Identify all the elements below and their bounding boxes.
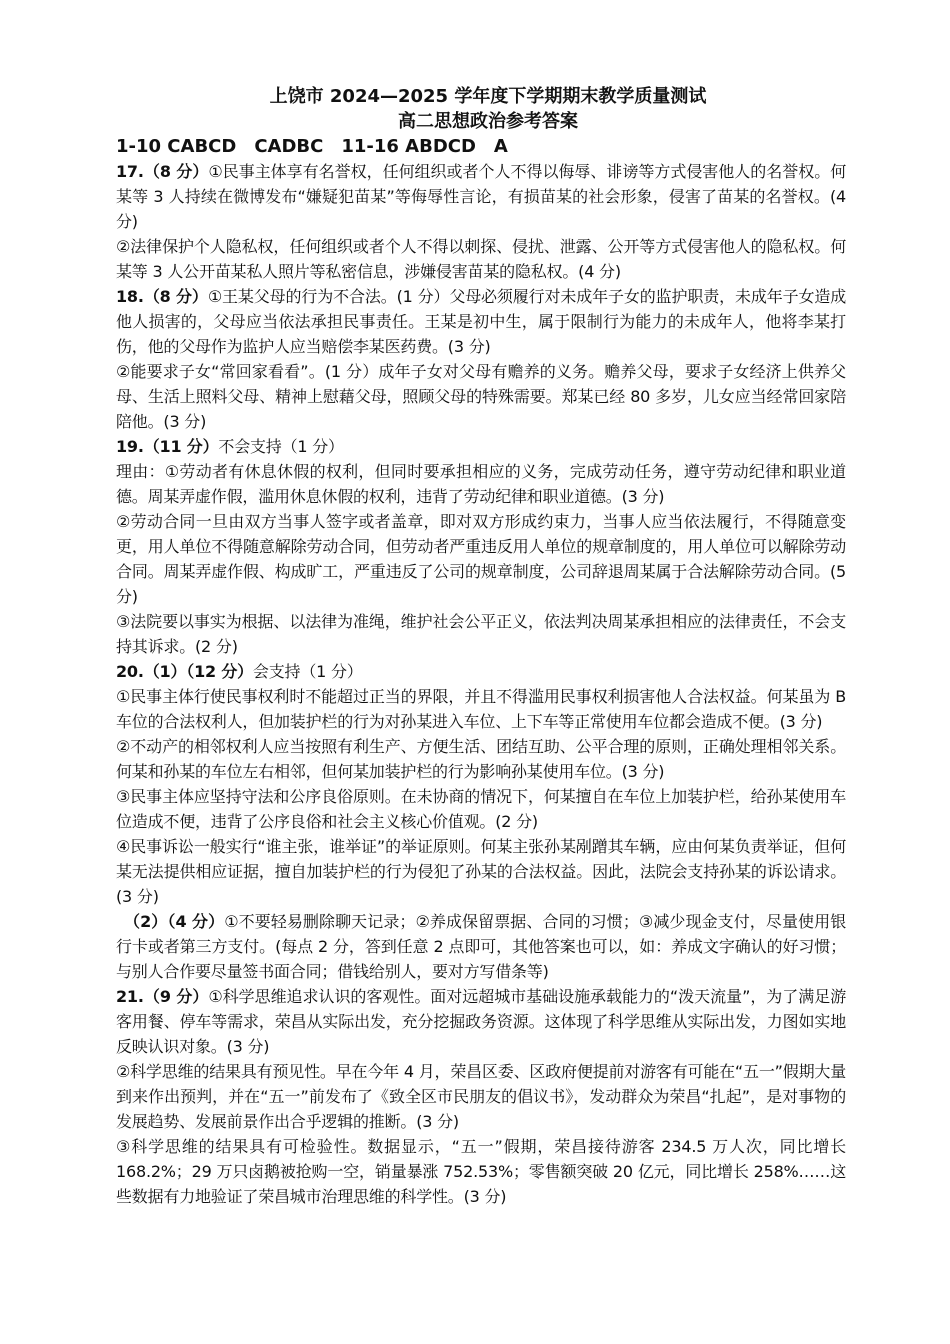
answer-text: ①民事主体行使民事权利时不能超过正当的界限，并且不得滥用民事权利损害他人合法权益。何某虽为 B 车位的合法权利人，但加装护栏的行为对孙某进入车位、上下车等正常使用车位都会造成不便。(3 分): [116, 687, 846, 731]
answer-text: ①民事主体享有名誉权，任何组织或者个人不得以侮辱、诽谤等方式侵害他人的名誉权。何某等 3 人持续在微博发布“嫌疑犯苗某”等侮辱性言论，有损苗某的社会形象，侵害了苗某的名誉权。(4 分): [116, 162, 846, 231]
answer-paragraph: [116, 784, 846, 834]
answer-text: ③科学思维的结果具有可检验性。数据显示，“五一”假期，荣昌接待游客 234.5 万人次，同比增长 168.2%；29 万只卤鹅被抢购一空，销量暴涨 752.53%；零售额突破 20 亿元，同比增长 258%……这些数据有力地验证了荣昌城市治理思维的科学性。(3 分): [116, 1137, 846, 1206]
question-head: （2）（4 分）: [124, 912, 225, 931]
question-head: 19.（11 分）: [116, 437, 219, 456]
answer-paragraph: [116, 459, 846, 509]
answer-text: 理由：①劳动者有休息休假的权利，但同时要承担相应的义务，完成劳动任务，遵守劳动纪律和职业道德。周某弄虚作假，滥用休息休假的权利，违背了劳动纪律和职业道德。(3 分): [116, 462, 846, 506]
answer-text: ②法律保护个人隐私权，任何组织或者个人不得以刺探、侵扰、泄露、公开等方式侵害他人的隐私权。何某等 3 人公开苗某私人照片等私密信息，涉嫌侵害苗某的隐私权。(4 分): [116, 237, 846, 281]
answer-paragraph: [116, 359, 846, 434]
answer-paragraph: [116, 684, 846, 734]
answer-text: ③民事主体应坚持守法和公序良俗原则。在未协商的情况下，何某擅自在车位上加装护栏，给孙某使用车位造成不便，违背了公序良俗和社会主义核心价值观。(2 分): [116, 787, 846, 831]
answer-paragraph: [116, 734, 846, 784]
question-head: 18.（8 分）: [116, 287, 208, 306]
answer-paragraph: [116, 1134, 846, 1209]
answer-text: ②不动产的相邻权利人应当按照有利生产、方便生活、团结互助、公平合理的原则，正确处理相邻关系。何某和孙某的车位左右相邻，但何某加装护栏的行为影响孙某使用车位。(3 分): [116, 737, 846, 781]
page-subtitle: 高二思想政治参考答案: [398, 111, 578, 132]
answer-paragraph: [116, 434, 846, 459]
answer-paragraph: [116, 159, 846, 234]
answer-paragraph: [116, 659, 846, 684]
answer-paragraph: [116, 234, 846, 284]
answer-text: 会支持（1 分）: [252, 662, 363, 681]
question-head: 21.（9 分）: [116, 987, 209, 1006]
answer-text: ②科学思维的结果具有预见性。早在今年 4 月，荣昌区委、区政府便提前对游客有可能在“五一”假期大量到来作出预判，并在“五一”前发布了《致全区市民朋友的倡议书》，发动群众为荣昌“扎起”，是对事物的发展趋势、发展前景作出合乎逻辑的推断。(3 分): [116, 1062, 846, 1131]
answer-paragraph: [116, 609, 846, 659]
question-head: 17.（8 分）: [116, 162, 209, 181]
question-head: 20.（1）（12 分）: [116, 662, 253, 681]
answer-paragraph: [116, 984, 846, 1059]
answer-text: ①科学思维追求认识的客观性。面对远超城市基础设施承载能力的“泼天流量”，为了满足游客用餐、停车等需求，荣昌从实际出发，充分挖掘政务资源。这体现了科学思维从实际出发，力图如实地反映认识对象。(3 分): [116, 987, 846, 1056]
page-title: 上饶市 2024—2025 学年度下学期期末教学质量测试: [269, 86, 707, 107]
answer-paragraph: [116, 509, 846, 609]
answer-paragraph: [116, 909, 846, 984]
answer-paragraph: [116, 284, 846, 359]
multiple-choice-answers: 1-10 CABCD CADBC 11-16 ABDCD A: [116, 136, 508, 157]
answer-text: ②能要求子女“常回家看看”。(1 分）成年子女对父母有赡养的义务。赡养父母，要求子女经济上供养父母、生活上照料父母、精神上慰藉父母，照顾父母的特殊需要。郑某已经 80 多岁，儿女应当经常回家陪陪他。(3 分): [116, 362, 846, 431]
answer-text: ①不要轻易删除聊天记录；②养成保留票据、合同的习惯；③减少现金支付，尽量使用银行卡或者第三方支付。(每点 2 分，答到任意 2 点即可，其他答案也可以，如：养成文字确认的好习惯；与别人合作要尽量签书面合同；借钱给别人，要对方写借条等): [116, 912, 846, 981]
answer-text: ②劳动合同一旦由双方当事人签字或者盖章，即对双方形成约束力，当事人应当依法履行，不得随意变更，用人单位不得随意解除劳动合同，但劳动者严重违反用人单位的规章制度的，用人单位可以解除劳动合同。周某弄虚作假、构成旷工，严重违反了公司的规章制度，公司辞退周某属于合法解除劳动合同。(5 分): [116, 512, 846, 606]
answer-text: ④民事诉讼一般实行“谁主张，谁举证”的举证原则。何某主张孙某剐蹭其车辆，应由何某负责举证，但何某无法提供相应证据，擅自加装护栏的行为侵犯了孙某的合法权益。因此，法院会支持孙某的诉讼请求。(3 分): [116, 837, 846, 906]
answer-text: ①王某父母的行为不合法。(1 分）父母必须履行对未成年子女的监护职责，未成年子女造成他人损害的，父母应当依法承担民事责任。王某是初中生，属于限制行为能力的未成年人，他将李某打伤，他的父母作为监护人应当赔偿李某医药费。(3 分): [116, 287, 847, 356]
answer-paragraph: [116, 834, 846, 909]
answer-text: 不会支持（1 分）: [218, 437, 344, 456]
answer-text: ③法院要以事实为根据、以法律为准绳，维护社会公平正义，依法判决周某承担相应的法律责任，不会支持其诉求。(2 分): [116, 612, 846, 656]
answer-paragraph: [116, 1059, 846, 1134]
answer-sheet: [116, 84, 846, 1209]
